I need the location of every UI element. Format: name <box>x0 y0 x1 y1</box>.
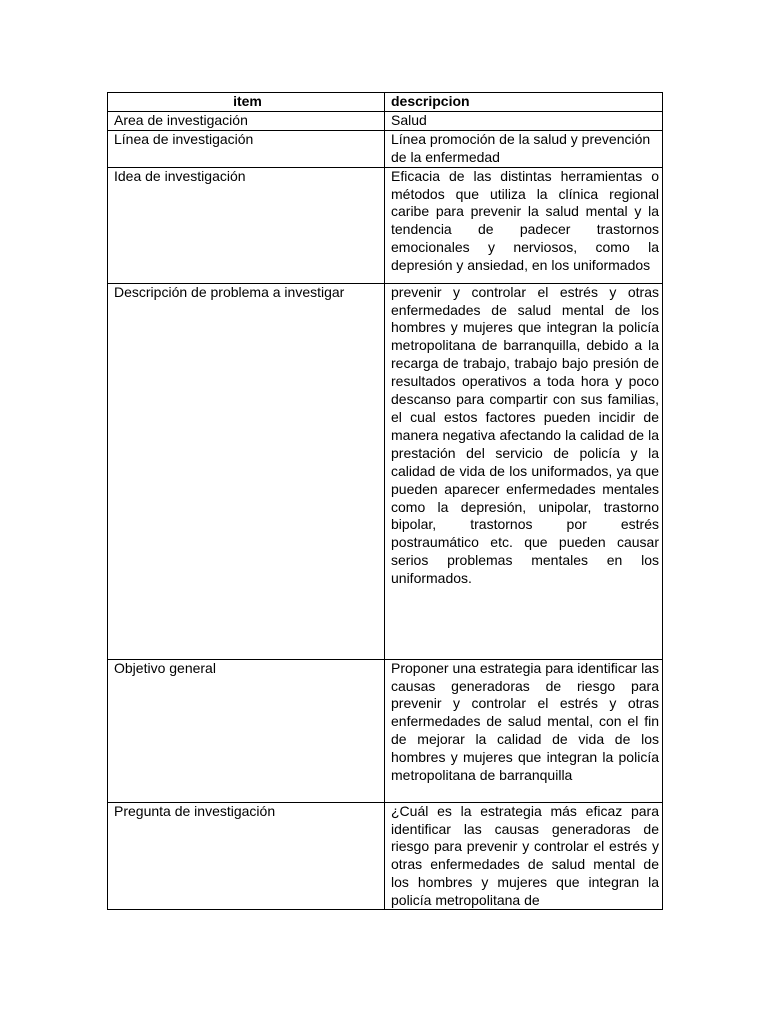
table-row-objetivo <box>108 659 663 802</box>
descripcion-text: ¿Cuál es la estrategia más eficaz para identificar las causas generadoras de riesgo para prevenir y controlar el estrés y otras enfermedades de salud mental de los hombres y mujeres que integran la policía metropolitana de <box>391 802 659 909</box>
table-row-problema <box>108 283 663 659</box>
table-row-pregunta <box>108 802 663 909</box>
descripcion-cell <box>385 802 663 909</box>
item-cell: Línea de investigación <box>108 130 385 167</box>
item-cell: Idea de investigación <box>108 167 385 283</box>
item-cell: Pregunta de investigación <box>108 802 385 909</box>
descripcion-cell: Proponer una estrategia para identificar las causas generadoras de riesgo para prevenir y controlar el estrés y otras enfermedades de salud mental, con el fin de mejorar la calidad de vida de los hombres y mujeres que integran la policía metropolitana de barranquilla <box>385 659 663 802</box>
descripcion-cell: Salud <box>385 111 663 130</box>
descripcion-cell: Línea promoción de la salud y prevención de la enfermedad <box>385 130 663 167</box>
table-header-row <box>108 93 663 112</box>
header-descripcion: descripcion <box>385 93 663 112</box>
item-cell: Area de investigación <box>108 111 385 130</box>
item-cell: Descripción de problema a investigar <box>108 283 385 659</box>
header-item: item <box>108 93 385 112</box>
table-row-area <box>108 111 663 130</box>
descripcion-cell: prevenir y controlar el estrés y otras enfermedades de salud mental de los hombres y mujeres que integran la policía metropolitana de barranquilla, debido a la recarga de trabajo, trabajo bajo presión de resultados operativos a toda hora y poco descanso para compartir con sus familias, el cual estos factores pueden incidir de manera negativa afectando la calidad de la prestación del servicio de policía y la calidad de vida de los uniformados, ya que pueden aparecer enfermedades mentales como la depresión, unipolar, trastorno bipolar, trastornos por estrés postraumático etc. que pueden causar serios problemas mentales en los uniformados. <box>385 283 663 659</box>
research-table <box>107 92 663 910</box>
table-row-linea <box>108 130 663 167</box>
table-row-idea <box>108 167 663 283</box>
descripcion-cell: Eficacia de las distintas herramientas o métodos que utiliza la clínica regional caribe para prevenir la salud mental y la tendencia de padecer trastornos emocionales y nerviosos, como la depresión y ansiedad, en los uniformados <box>385 167 663 283</box>
item-cell: Objetivo general <box>108 659 385 802</box>
